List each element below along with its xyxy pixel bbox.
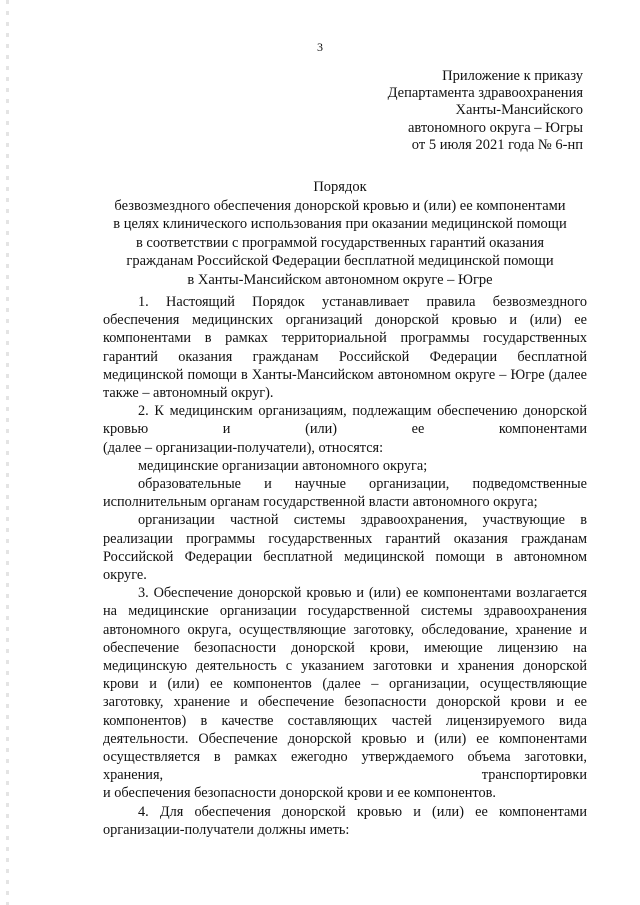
paragraph-1: 1. Настоящий Порядок устанавливает правила безвозмездного обеспечения медицинских организаций донорской кровью и (или) ее компонентами в рамках территориальной программы государственных гарантий оказания гражданам Российской Федерации бесплатной медицинской помощи в Ханты-Мансийском автономном округе – Югре (далее также – автономный округ). [103,294,587,402]
paragraph-4: 4. Для обеспечения донорской кровью и (или) ее компонентами организации-получатели должны иметь: [103,803,587,838]
title-line: в Ханты-Мансийском автономном округе – Югре [187,271,493,288]
list-item: организации частной системы здравоохранения, участвующие в реализации программы государственных гарантий оказания гражданам Российской Федерации бесплатной медицинской помощи в автономном округе. [103,512,587,584]
title-line: в целях клинического использования при оказании медицинской помощи [113,216,567,233]
annex-line: Департамента здравоохранения [387,85,583,102]
document-title [90,178,590,290]
title-line: в соответствии с программой государственных гарантий оказания [135,234,545,251]
annex-line: от 5 июля 2021 года № 6-нп [411,136,583,153]
list-item: образовательные и научные организации, подведомственные исполнительным органам государственной власти автономного округа; [103,476,587,511]
document-body [103,293,587,839]
paragraph-2-continuation: (далее – организации-получатели), относятся: [103,439,384,456]
list-item: медицинские организации автономного округа; [138,457,428,474]
annex-line: автономного округа – Югры [407,119,583,136]
scan-binding-edge [6,0,9,905]
paragraph-2: 2. К медицинским организациям, подлежащим обеспечению донорской кровью и (или) ее компонентами [103,403,587,438]
annex-line: Ханты-Мансийского [455,102,583,119]
title-line: безвозмездного обеспечения донорской кровью и (или) ее компонентами [114,197,566,214]
paragraph-3: 3. Обеспечение донорской кровью и (или) ее компонентами возлагается на медицинские организации государственной системы здравоохранения автономного округа, осуществляющие заготовку, обследование, хранение и обеспечение безопасности донорской крови, имеющие лицензию на медицинскую деятельность с указанием заготовки и хранения донорской крови и (или) ее компонентов (далее – организации, осуществляющие заготовку, хранение и обеспечение безопасности донорской крови и ее компонентов) в качестве составляющих частей лицензируемого вида деятельности. Обеспечение донорской кровью и (или) ее компонентами осуществляется в рамках ежегодно утверждаемого объема заготовки, хранения, транспортировки [103,585,587,784]
title-line: гражданам Российской Федерации бесплатной медицинской помощи [126,253,554,270]
annex-block [388,68,583,154]
paragraph-3-continuation: и обеспечения безопасности донорской крови и ее компонентов. [103,785,496,802]
title-heading: Порядок [313,179,367,195]
annex-line: Приложение к приказу [442,68,583,84]
page-number: 3 [317,40,323,54]
